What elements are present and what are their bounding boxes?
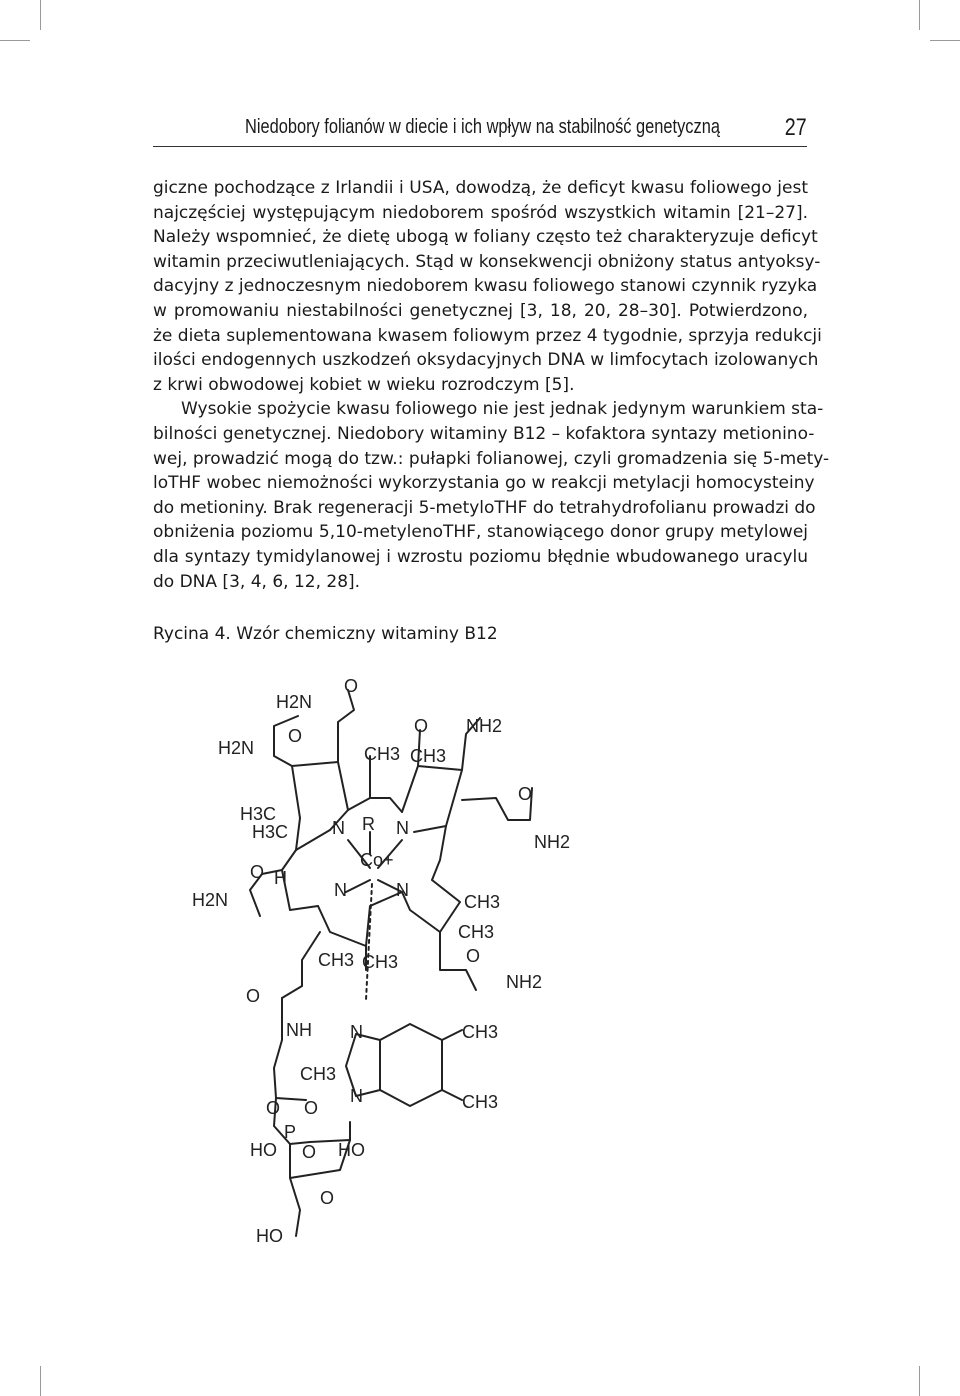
crop-mark-top-left-v <box>40 0 41 30</box>
vitamin-b12-structure <box>170 670 590 1275</box>
text-line: giczne pochodzące z Irlandii i USA, dowodzą, że deficyt kwasu foliowego jest <box>153 178 808 198</box>
atom-label: CH3 <box>362 952 399 972</box>
atom-label: HO <box>250 1140 277 1160</box>
atom-label: CH3 <box>464 892 501 912</box>
crop-mark-top-left-h <box>0 40 30 41</box>
paragraph-1 <box>153 176 822 397</box>
atom-label: O <box>302 1142 317 1162</box>
atom-label: H2N <box>192 890 229 910</box>
page-header <box>153 112 807 147</box>
atom-label: O <box>518 784 533 804</box>
text-line: do DNA [3, 4, 6, 12, 28]. <box>153 571 361 592</box>
text-line: dla syntazy tymidylanowej i wzrostu poziomu błędnie wbudowanego uracylu <box>153 546 808 567</box>
chemical-structure-drawing <box>170 670 590 1270</box>
atom-label: H3C <box>240 804 277 824</box>
atom-label: O <box>466 946 481 966</box>
text-line: najczęściej występującym niedoborem spośród wszystkich witamin [21–27]. <box>153 202 808 223</box>
atom-label: O <box>266 1098 281 1118</box>
text-line: do metioniny. Brak regeneracji 5-metyloTHF do tetrahydrofolianu prowadzi do <box>153 497 816 518</box>
text-line: ilości endogennych uszkodzeń oksydacyjnych DNA w limfocytach izolowanych <box>153 350 819 371</box>
atom-label: N <box>396 818 409 838</box>
crop-mark-bottom-right-v <box>919 1366 920 1396</box>
atom-label: CH3 <box>462 1022 499 1042</box>
atom-label: O <box>414 716 429 736</box>
text-line: Należy wspomnieć, że dietę ubogą w foliany często też charakteryzuje deficyt <box>153 227 818 248</box>
body-text <box>153 176 830 594</box>
text-line: witamin przeciwutleniających. Stąd w konsekwencji obniżony status antyoksy- <box>153 251 821 272</box>
atom-label: R <box>362 814 375 834</box>
atom-label: CH3 <box>318 950 355 970</box>
page-number: 27 <box>785 114 807 141</box>
atom-label: O <box>304 1098 319 1118</box>
text-line: obniżenia poziomu 5,10-metylenoTHF, stanowiącego donor grupy metylowej <box>153 522 808 543</box>
crop-mark-top-right-h <box>930 40 960 41</box>
text-line: dacyjny z jednoczesnym niedoborem kwasu foliowego stanowi czynnik ryzyka <box>153 276 818 297</box>
text-line: loTHF wobec niemożności wykorzystania go w reakcji metylacji homocysteiny <box>153 473 815 494</box>
atom-label: O <box>288 726 303 746</box>
atom-label: H2N <box>276 692 313 712</box>
atom-label: H <box>274 868 287 888</box>
atom-label: N <box>396 880 409 900</box>
running-title: Niedobory folianów w diecie i ich wpływ na stabilność genetyczną <box>245 116 720 138</box>
text-line: bilności genetycznej. Niedobory witaminy B12 – kofaktora syntazy metionino- <box>153 423 815 444</box>
text-line: że dieta suplementowana kwasem foliowym przez 4 tygodnie, sprzyja redukcji <box>153 325 822 346</box>
atom-label: N <box>350 1022 363 1042</box>
atom-label: NH2 <box>506 972 543 992</box>
atom-label: CH3 <box>458 922 495 942</box>
text-line: Wysokie spożycie kwasu foliowego nie jest jednak jedynym warunkiem sta- <box>181 399 824 420</box>
atom-label: HO <box>338 1140 365 1160</box>
atom-label: HO <box>256 1226 283 1246</box>
atom-label: O <box>250 862 265 882</box>
atom-label: N <box>334 880 347 900</box>
atom-label: P <box>284 1122 297 1142</box>
atom-label: O <box>320 1188 335 1208</box>
atom-label: NH2 <box>466 716 503 736</box>
atom-label: CH3 <box>300 1064 337 1084</box>
atom-label: NH2 <box>534 832 571 852</box>
text-line: w promowaniu niestabilności genetycznej [3, 18, 20, 28–30]. Potwierdzono, <box>153 300 808 321</box>
atom-label: CH3 <box>410 746 447 766</box>
crop-mark-bottom-left-v <box>40 1366 41 1396</box>
atom-label: CH3 <box>364 744 401 764</box>
text-line: z krwi obwodowej kobiet w wieku rozrodczym [5]. <box>153 374 575 395</box>
figure-caption: Rycina 4. Wzór chemiczny witaminy B12 <box>153 624 498 644</box>
atom-label: N <box>350 1086 363 1106</box>
paragraph-2 <box>153 397 830 594</box>
atom-label: H3C <box>252 822 289 842</box>
text-line: wej, prowadzić mogą do tzw.: pułapki folianowej, czyli gromadzenia się 5-mety- <box>153 448 830 469</box>
atom-label: N <box>332 818 345 838</box>
atom-label: Co+ <box>360 850 394 870</box>
atom-label: O <box>246 986 261 1006</box>
atom-label: CH3 <box>462 1092 499 1112</box>
crop-mark-top-right-v <box>919 0 920 30</box>
atom-label: NH <box>286 1020 312 1040</box>
atom-label: O <box>344 676 359 696</box>
atom-label: H2N <box>218 738 255 758</box>
